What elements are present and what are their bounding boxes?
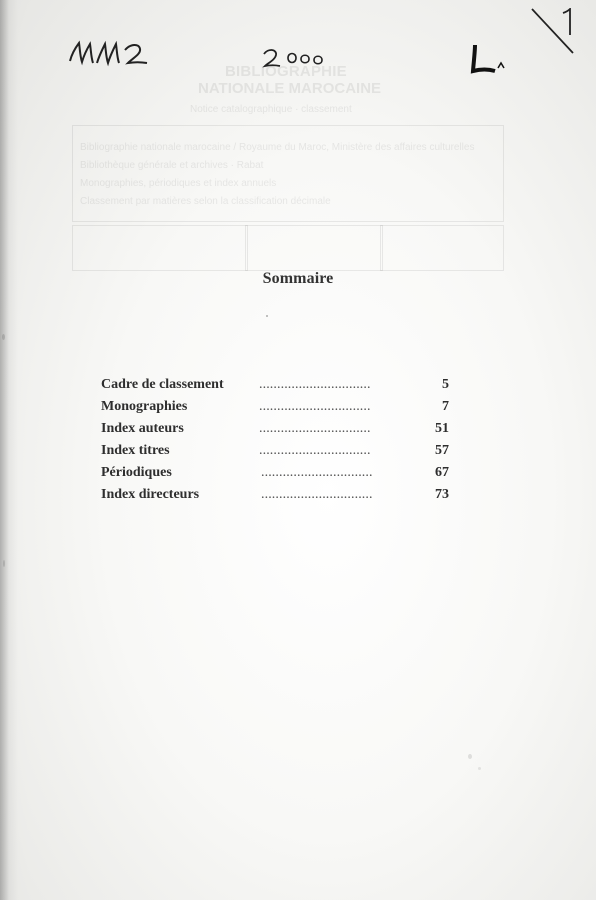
- handwritten-code-image: [67, 36, 157, 70]
- show-through-text: Bibliothèque générale et archives · Rabat: [80, 160, 264, 171]
- toc-label: Monographies: [101, 399, 188, 414]
- show-through-text: BIBLIOGRAPHIE: [225, 63, 347, 80]
- toc-label: Index directeurs: [101, 487, 200, 502]
- paper-speck: [2, 334, 5, 340]
- paper-speck: [468, 754, 472, 759]
- toc-row: [101, 399, 461, 421]
- toc-row: [101, 421, 461, 443]
- paper-speck: [478, 767, 481, 770]
- toc-row: [101, 443, 461, 465]
- show-through-text: Monographies, périodiques et index annuels: [80, 178, 277, 189]
- table-of-contents: [101, 377, 461, 509]
- handwritten-year-image: [260, 44, 330, 69]
- handwritten-l-mark-image: [467, 43, 507, 78]
- handwritten-page-number-image: [530, 8, 580, 56]
- toc-leader: ...............................: [259, 421, 371, 436]
- toc-page-number: 73: [435, 487, 449, 502]
- toc-label: Cadre de classement: [101, 377, 224, 392]
- toc-label: Périodiques: [101, 465, 172, 480]
- toc-page-number: 5: [442, 377, 449, 392]
- show-through-text: Notice catalographique · classement: [190, 104, 352, 115]
- show-through-box: [72, 125, 504, 222]
- show-through-box: [72, 225, 504, 271]
- toc-row: [101, 465, 461, 487]
- handwritten-l-mark: [467, 43, 507, 83]
- toc-leader: ...............................: [259, 377, 371, 392]
- show-through-text: NATIONALE MAROCAINE: [198, 80, 382, 97]
- paper-speck: [266, 315, 268, 317]
- toc-leader: ...............................: [261, 487, 373, 502]
- show-through-box-line: [380, 225, 383, 271]
- show-through-text: Classement par matières selon la classification décimale: [80, 196, 331, 207]
- toc-page-number: 67: [435, 465, 449, 480]
- show-through-box-line: [245, 225, 248, 271]
- toc-row: [101, 377, 461, 399]
- toc-leader: ...............................: [261, 465, 373, 480]
- handwritten-code: [67, 36, 157, 75]
- toc-label: Index titres: [101, 443, 170, 458]
- toc-page-number: 51: [435, 421, 449, 436]
- toc-row: [101, 487, 461, 509]
- toc-page-number: 7: [442, 399, 449, 414]
- handwritten-page-number: [530, 8, 580, 61]
- handwritten-year: [260, 44, 330, 74]
- toc-page-number: 57: [435, 443, 449, 458]
- paper-speck: [3, 560, 5, 567]
- toc-leader: ...............................: [259, 443, 371, 458]
- toc-leader: ...............................: [259, 399, 371, 414]
- toc-label: Index auteurs: [101, 421, 184, 436]
- show-through-text: Bibliographie nationale marocaine / Royaume du Maroc, Ministère des affaires culturelles: [80, 142, 475, 153]
- page-title: Sommaire: [262, 270, 334, 287]
- binding-shadow: [0, 0, 18, 900]
